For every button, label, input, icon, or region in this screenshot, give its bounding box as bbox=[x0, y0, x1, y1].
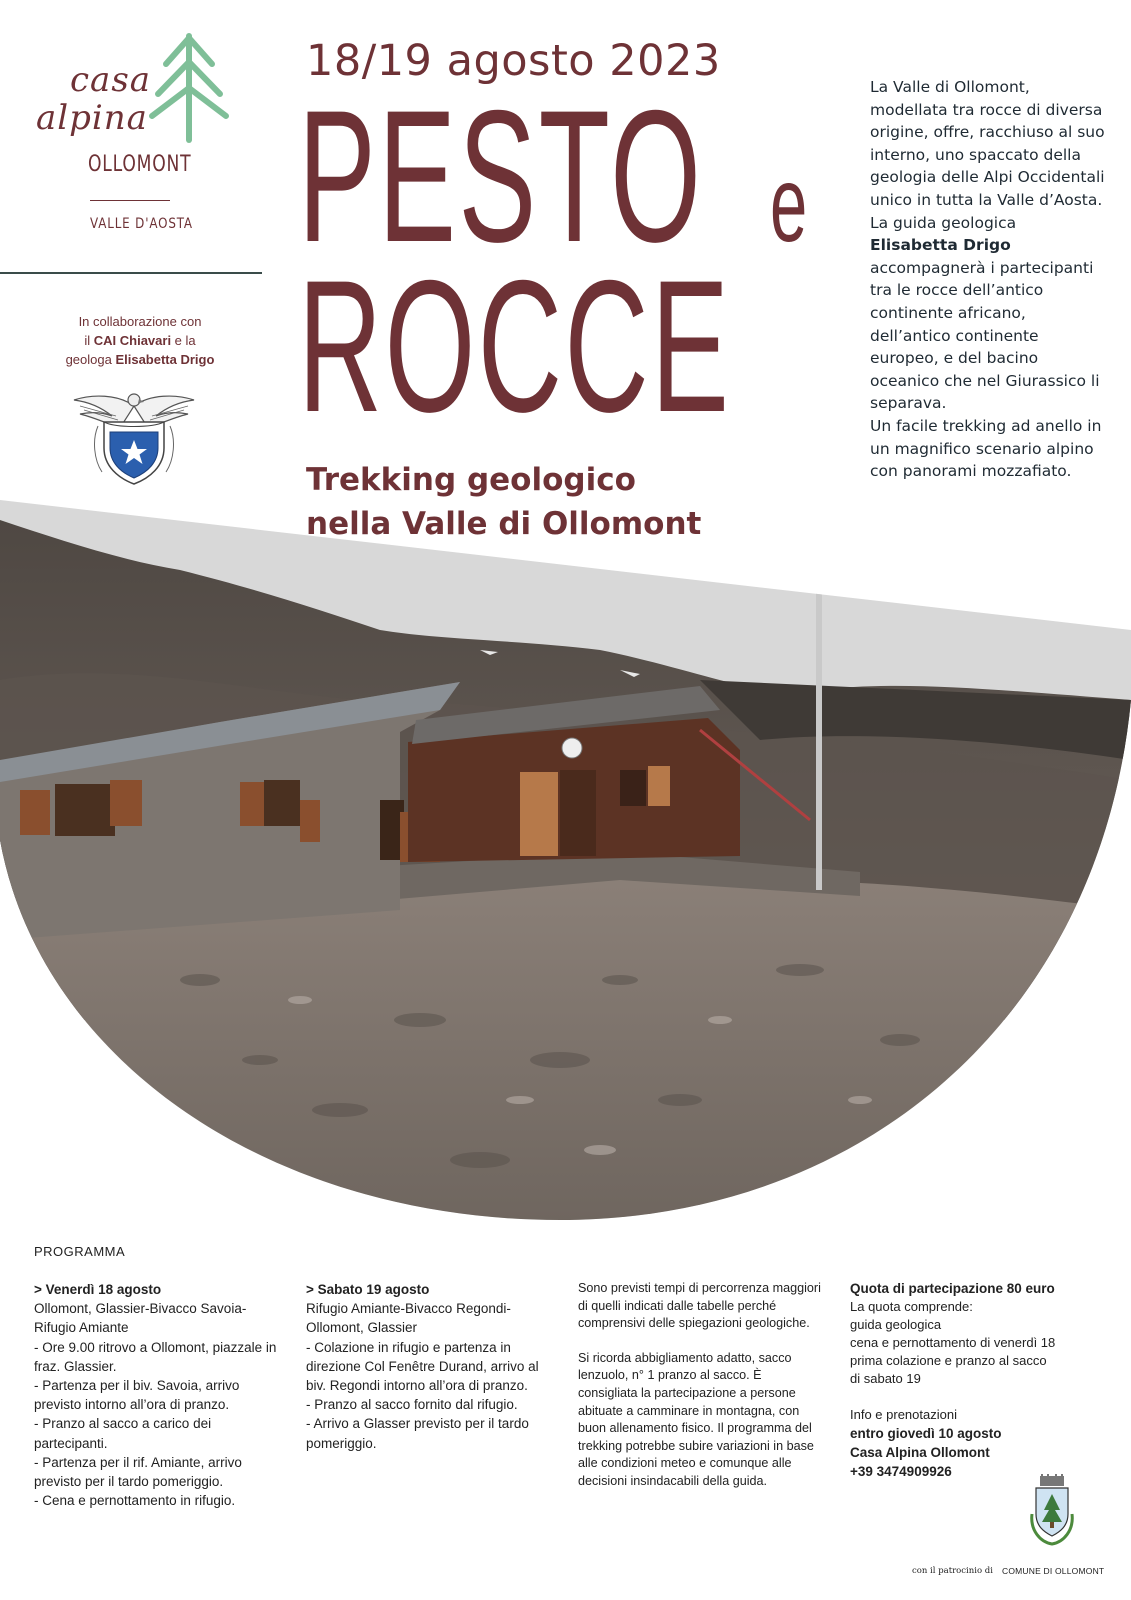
comune-name: COMUNE DI OLLOMONT bbox=[1002, 1566, 1105, 1576]
title-rocce: ROCCE bbox=[298, 241, 732, 451]
title-pesto: PESTO bbox=[298, 71, 704, 281]
booking-info bbox=[850, 1406, 1110, 1481]
comune-crest-icon bbox=[1024, 1474, 1080, 1550]
intro-part1: La Valle di Ollomont, modellata tra rocce di diversa origine, offre, racchiuso al suo interno, uno spaccato della geologia delle Alpi Occidentali unico in tutta la Valle d’Aosta. bbox=[870, 78, 1105, 209]
pricing-line: prima colazione e pranzo al sacco bbox=[850, 1353, 1047, 1368]
collab-line3: geologa Elisabetta Drigo bbox=[65, 352, 215, 367]
day2-item: - Colazione in rifugio e partenza in direzione Col Fenêtre Durand, arrivo al biv. Regondi intorno all’ora di pranzo. bbox=[306, 1339, 539, 1394]
title-connector: e bbox=[770, 143, 808, 264]
info-deadline: entro giovedì 10 agosto bbox=[850, 1426, 1002, 1441]
program-day2 bbox=[306, 1280, 558, 1453]
pricing-line: di sabato 19 bbox=[850, 1371, 921, 1386]
pricing-line: guida geologica bbox=[850, 1317, 942, 1332]
day2-item: - Pranzo al sacco fornito dal rifugio. bbox=[306, 1397, 518, 1413]
pricing-line: cena e pernottamento di venerdì 18 bbox=[850, 1335, 1056, 1350]
left-divider bbox=[0, 272, 262, 274]
event-date: 18/19 agosto 2023 bbox=[306, 36, 721, 86]
intro-part2-post: accompagnerà i partecipanti tra le rocce dell’antico continente africano, dell’antico continente europeo, e del bacino oceanico che nel Giurassico li separava. bbox=[870, 258, 1100, 413]
day1-title: > Venerdì 18 agosto bbox=[34, 1282, 162, 1297]
pricing-title: Quota di partecipazione 80 euro bbox=[850, 1281, 1055, 1296]
day1-item: - Ore 9.00 ritrovo a Ollomont, piazzale in fraz. Glassier. bbox=[34, 1339, 277, 1374]
day2-route: Rifugio Amiante-Bivacco Regondi-Ollomont, Glassier bbox=[306, 1301, 511, 1336]
pine-tree-icon bbox=[148, 32, 230, 144]
info-phone[interactable]: +39 3474909926 bbox=[850, 1464, 952, 1479]
program-day1 bbox=[34, 1280, 284, 1510]
intro-text bbox=[870, 76, 1110, 483]
program-notes bbox=[578, 1280, 823, 1491]
pricing-includes: La quota comprende: bbox=[850, 1299, 973, 1314]
logo-casa-text: casa bbox=[70, 60, 152, 100]
notes-paragraph: Si ricorda abbigliamento adatto, sacco lenzuolo, n° 1 pranzo al sacco. È consigliata la partecipazione a persone abituate a camminare in montagna, con buon allenamento fisico. Il programma del trekking potrebbe subire variazioni in base alle condizioni meteo e comunque alle decisioni insindacabili della guida. bbox=[578, 1350, 814, 1488]
guide-name: Elisabetta Drigo bbox=[870, 236, 1011, 255]
mountain-hut-photo bbox=[0, 500, 1131, 1220]
patronage-label: con il patrocinio di bbox=[912, 1566, 993, 1576]
logo-alpina-text: alpina bbox=[36, 98, 148, 138]
day1-item: - Partenza per il biv. Savoia, arrivo previsto intorno all’ora di pranzo. bbox=[34, 1378, 240, 1413]
day1-item: - Cena e pernottamento in rifugio. bbox=[34, 1493, 236, 1509]
day1-route: Ollomont, Glassier-Bivacco Savoia-Rifugio Amiante bbox=[34, 1301, 247, 1336]
logo-divider bbox=[90, 200, 170, 201]
intro-part2-pre: La guida geologica bbox=[870, 213, 1017, 232]
subtitle-line2: nella Valle di Ollomont bbox=[306, 506, 702, 542]
collab-line2: il CAI Chiavari e la bbox=[84, 333, 196, 348]
info-label: Info e prenotazioni bbox=[850, 1407, 957, 1422]
subtitle-line1: Trekking geologico bbox=[306, 462, 636, 498]
day2-item: - Arrivo a Glasser previsto per il tardo pomeriggio. bbox=[306, 1416, 529, 1451]
program-heading: PROGRAMMA bbox=[34, 1244, 126, 1259]
intro-part3: Un facile trekking ad anello in un magnifico scenario alpino con panorami mozzafiato. bbox=[870, 416, 1102, 481]
day1-item: - Partenza per il rif. Amiante, arrivo previsto per il tardo pomeriggio. bbox=[34, 1454, 242, 1490]
day1-item: - Pranzo al sacco a carico dei partecipanti. bbox=[34, 1416, 212, 1451]
day2-title: > Sabato 19 agosto bbox=[306, 1282, 430, 1297]
collab-line1: In collaborazione con bbox=[78, 314, 202, 329]
logo-ollomont-text: OLLOMONT bbox=[88, 152, 192, 177]
cai-eagle-shield-logo bbox=[72, 386, 196, 486]
pricing-and-info bbox=[850, 1280, 1110, 1481]
notes-paragraph: Sono previsti tempi di percorrenza maggiori di quelli indicati dalle tabelle perché comprensivi delle spiegazioni geologiche. bbox=[578, 1281, 821, 1331]
collaboration-text bbox=[20, 312, 260, 369]
info-organizer: Casa Alpina Ollomont bbox=[850, 1445, 990, 1460]
casa-alpina-logo bbox=[30, 30, 250, 250]
logo-valle-text: VALLE D'AOSTA bbox=[90, 216, 193, 232]
